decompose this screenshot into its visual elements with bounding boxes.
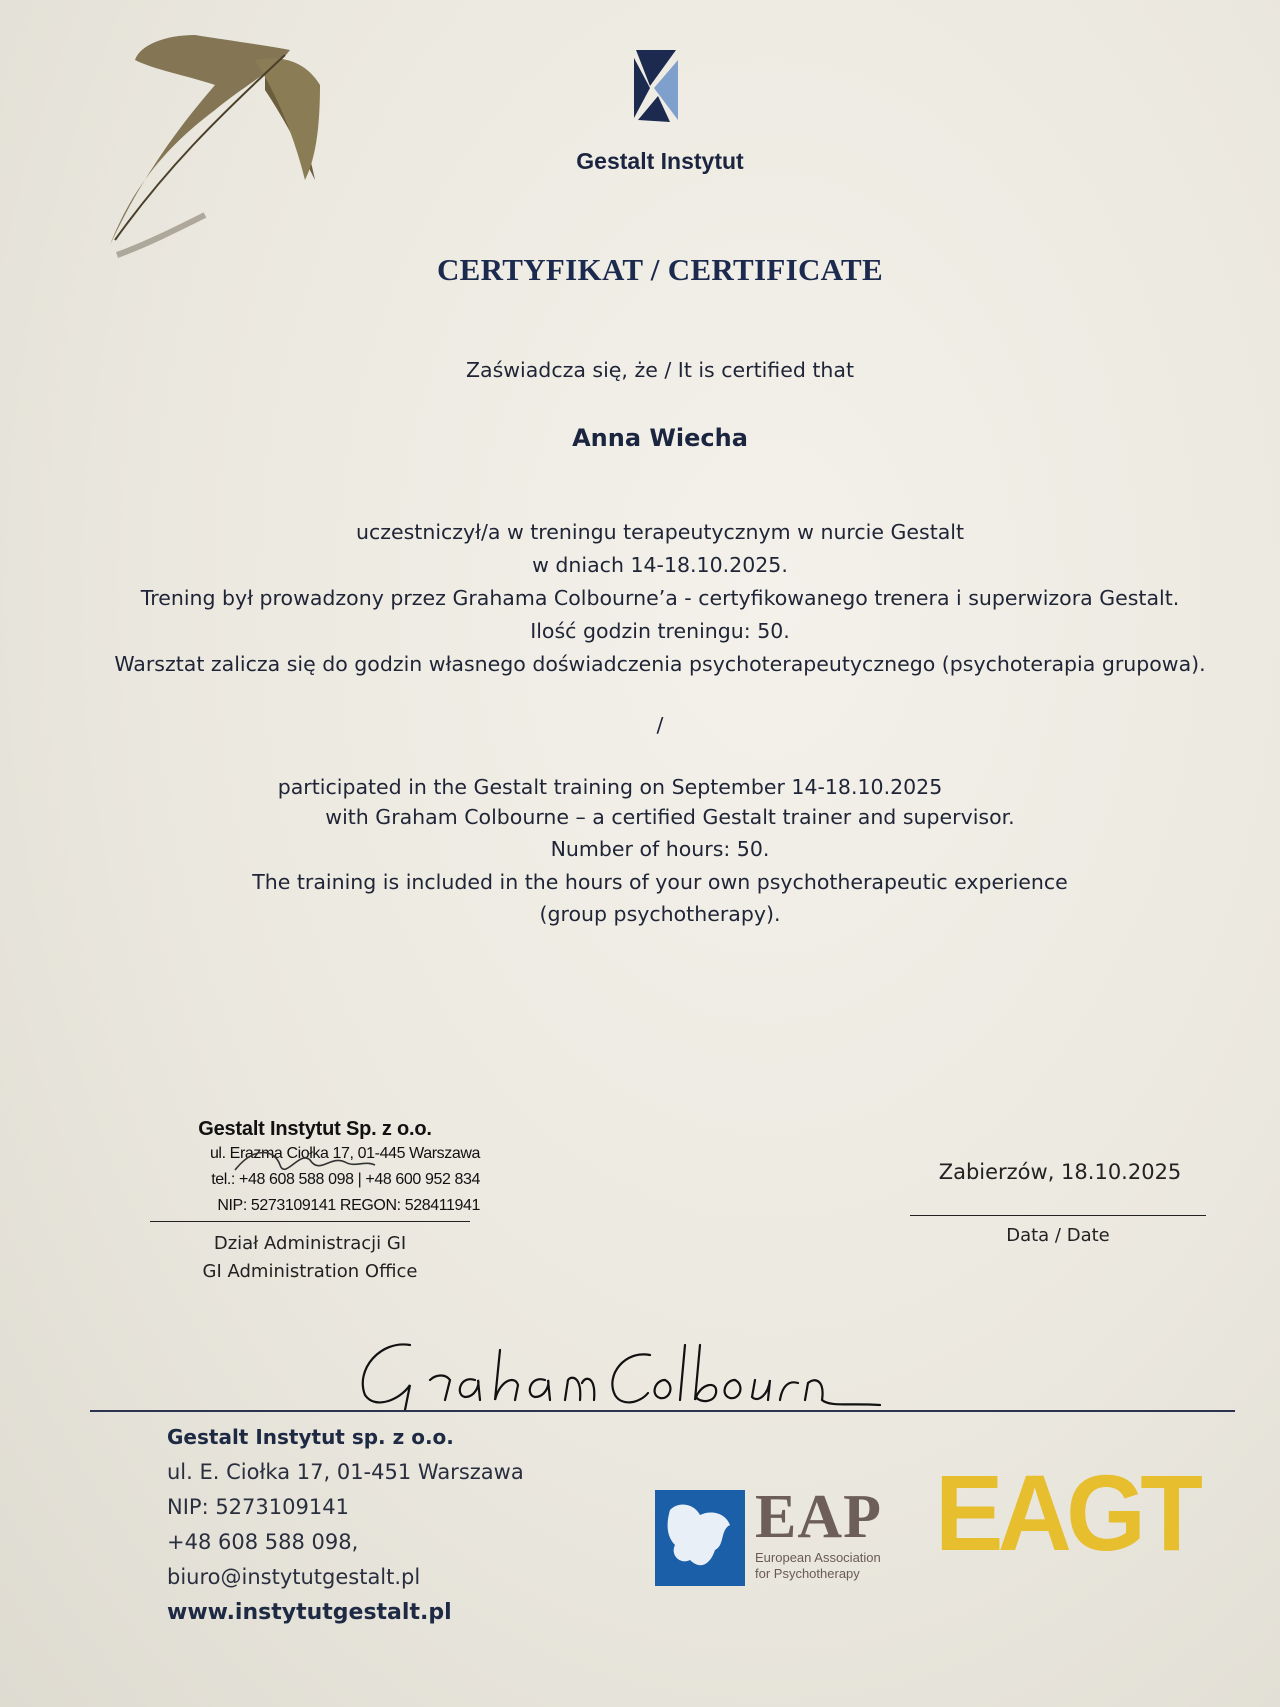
certificate-intro: Zaświadcza się, że / It is certified that: [466, 358, 854, 382]
footer-phone: +48 608 588 098,: [167, 1530, 359, 1554]
issue-date: Zabierzów, 18.10.2025: [938, 1160, 1182, 1184]
recipient-name: Anna Wiecha: [572, 424, 748, 452]
eap-fullname: [755, 1550, 881, 1582]
english-text-line: The training is included in the hours of your own psychotherapeutic experience: [252, 870, 1068, 894]
gestalt-instytut-logo-icon: [628, 48, 684, 128]
footer-address: ul. E. Ciołka 17, 01-451 Warszawa: [167, 1460, 524, 1484]
certificate-title: CERTYFIKAT / CERTIFICATE: [437, 252, 883, 287]
stamp-company-name: Gestalt Instytut Sp. z o.o.: [198, 1118, 432, 1140]
footer-website[interactable]: www.instytutgestalt.pl: [167, 1600, 452, 1625]
administration-office: [165, 1230, 455, 1286]
brand-name: Gestalt Instytut: [576, 148, 744, 174]
english-text-line: participated in the Gestalt training on September 14-18.10.2025: [277, 775, 943, 799]
stamp-rule: [150, 1221, 470, 1222]
signature-rule: [90, 1410, 1235, 1412]
dried-leaf-image: [105, 30, 365, 290]
stamp-phone: tel.: +48 608 588 098 | +48 600 952 834: [211, 1171, 480, 1188]
polish-text-line: w dniach 14-18.10.2025.: [532, 553, 788, 577]
date-label: Data / Date: [1006, 1225, 1110, 1246]
language-separator: /: [656, 713, 664, 737]
english-text-line: (group psychotherapy).: [539, 902, 781, 926]
eap-logo: [655, 1482, 895, 1592]
stamp-initials-scribble: [230, 1140, 380, 1190]
office-pl: Dział Administracji GI: [213, 1233, 407, 1254]
eap-line2: for Psychotherapy: [755, 1566, 860, 1581]
stamp-address: ul. Erazma Ciołka 17, 01-445 Warszawa: [209, 1145, 480, 1162]
english-text-line: with Graham Colbourne – a certified Gestalt trainer and supervisor.: [325, 805, 1015, 829]
polish-text-line: uczestniczył/a w treningu terapeutycznym w nurcie Gestalt: [355, 520, 965, 544]
footer-email[interactable]: biuro@instytutgestalt.pl: [167, 1565, 421, 1589]
office-en: GI Administration Office: [202, 1261, 418, 1282]
polish-text-line: Warsztat zalicza się do godzin własnego doświadczenia psychoterapeutycznego (psychoterapia grupowa).: [114, 652, 1206, 676]
stamp-ids: NIP: 5273109141 REGON: 528411941: [217, 1197, 480, 1214]
polish-text-line: Trening był prowadzony przez Grahama Colbourne’a - certyfikowanego trenera i superwizora Gestalt.: [140, 586, 1180, 610]
footer-contact: [167, 1420, 587, 1630]
eap-abbr: EAP: [755, 1483, 882, 1551]
date-rule: [910, 1215, 1206, 1216]
english-text-line: Number of hours: 50.: [550, 837, 770, 861]
eagt-logo: EAGT: [935, 1452, 1198, 1573]
eap-line1: European Association: [755, 1550, 881, 1565]
polish-text-line: Ilość godzin treningu: 50.: [530, 619, 790, 643]
footer-nip: NIP: 5273109141: [167, 1495, 349, 1519]
footer-company: Gestalt Instytut sp. z o.o.: [167, 1425, 454, 1449]
europe-map-icon: [655, 1490, 745, 1586]
